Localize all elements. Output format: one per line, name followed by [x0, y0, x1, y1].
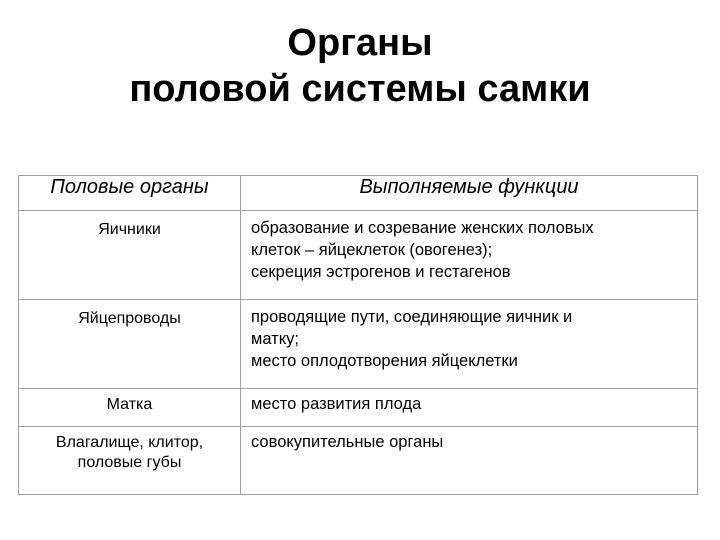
header-functions: Выполняемые функции: [241, 176, 698, 211]
table-header-row: [19, 176, 698, 211]
table-row: [19, 211, 698, 300]
organ-cell: [19, 389, 241, 427]
organ-cell: [19, 427, 241, 495]
organ-name: Влагалище, клитор,: [55, 434, 204, 451]
table-row: [19, 389, 698, 427]
organ-cell: [19, 300, 241, 389]
organ-name: Матка: [106, 396, 153, 413]
organ-name: Яйцепроводы: [78, 310, 181, 327]
function-line: секреция эстрогенов и гестагенов: [251, 263, 511, 281]
organs-table: [18, 175, 698, 495]
function-cell: [241, 211, 698, 300]
table-row: [19, 427, 698, 495]
organ-name: Яичники: [98, 221, 161, 238]
function-cell: [241, 427, 698, 495]
function-line: матку;: [251, 330, 299, 348]
function-cell: [241, 389, 698, 427]
function-line: место оплодотворения яйцеклетки: [251, 352, 518, 370]
title-line-2: половой системы самки: [129, 68, 591, 110]
header-organs: Половые органы: [19, 176, 241, 211]
function-line: образование и созревание женских половых: [251, 219, 594, 237]
organ-cell: [19, 211, 241, 300]
function-line: место развития плода: [251, 395, 422, 413]
function-line: проводящие пути, соединяющие яичник и: [251, 308, 573, 326]
page-title: [0, 20, 720, 112]
title-line-1: Органы: [287, 22, 433, 64]
table-row: [19, 300, 698, 389]
function-line: клеток – яйцеклеток (овогенез);: [251, 241, 493, 259]
function-line: совокупительные органы: [251, 433, 444, 451]
organ-name: половые губы: [77, 454, 182, 471]
function-cell: [241, 300, 698, 389]
